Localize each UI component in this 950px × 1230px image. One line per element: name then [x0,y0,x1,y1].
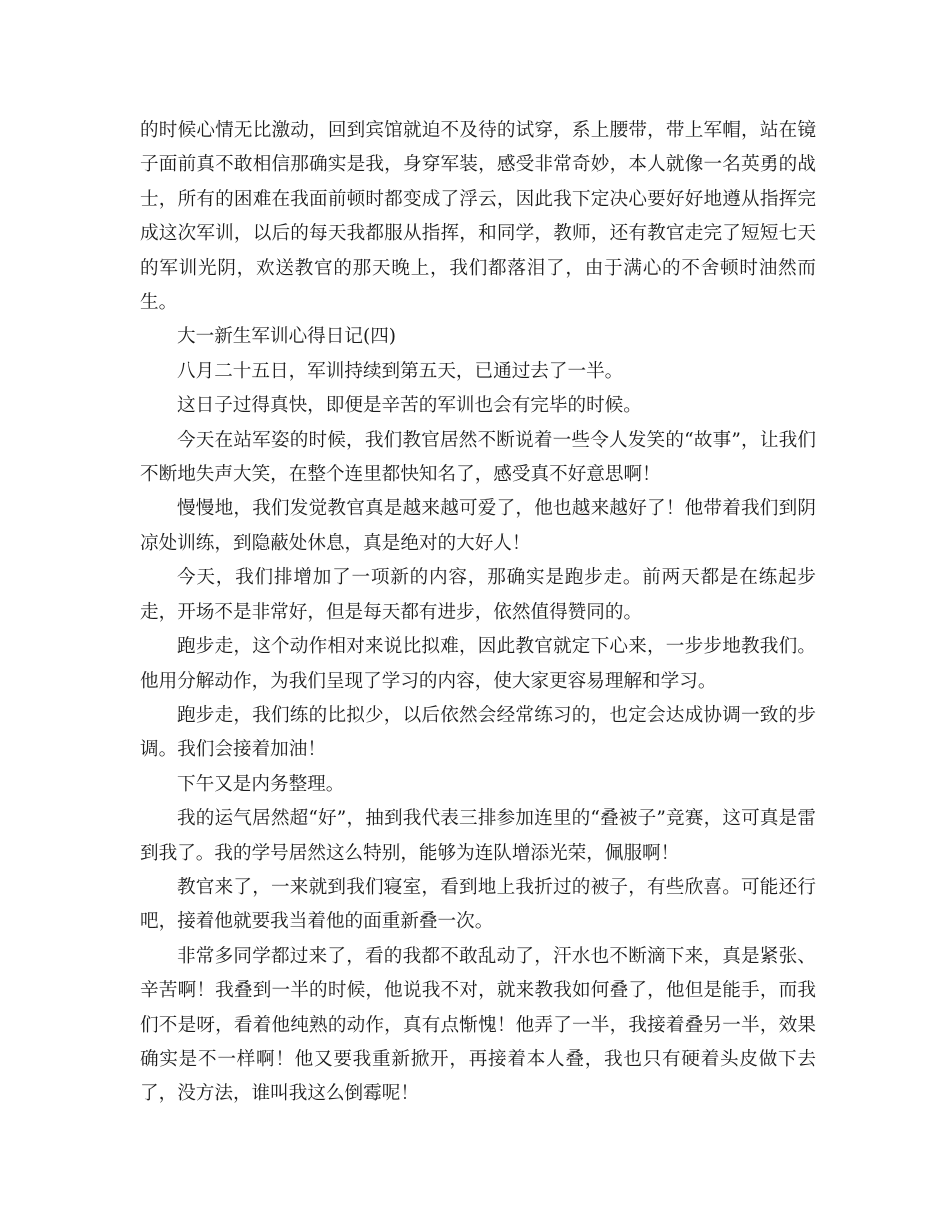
paragraph: 今天，我们排增加了一项新的内容，那确实是跑步走。前两天都是在练起步走，开场不是非常好，但是每天都有进步，依然值得赞同的。 [140,567,816,623]
paragraph-continuation: 的时候心情无比激动，回到宾馆就迫不及待的试穿，系上腰带，带上军帽，站在镜子面前真不敢相信那确实是我，身穿军装，感受非常奇妙，本人就像一名英勇的战士，所有的困难在我面前顿时都变成了浮云，因此我下定决心要好好地遵从指挥完成这次军训，以后的每天我都服从指挥，和同学，教师，还有教官走完了短短七天的军训光阴，欢送教官的那天晚上，我们都落泪了，由于满心的不舍顿时油然而生。 [140,120,816,314]
paragraph: 非常多同学都过来了，看的我都不敢乱动了，汗水也不断滴下来，真是紧张、辛苦啊！我叠到一半的时候，他说我不对，就来教我如何叠了，他但是能手，而我们不是呀，看着他纯熟的动作，真有点惭愧！他弄了一半，我接着叠另一半，效果确实是不一样啊！他又要我重新掀开，再接着本人叠，我也只有硬着头皮做下去了，没方法，谁叫我这么倒霉呢！ [140,945,816,1105]
paragraph: 跑步走，我们练的比拟少，以后依然会经常练习的，也定会达成协调一致的步调。我们会接着加油！ [140,704,816,761]
paragraph: 下午又是内务整理。 [177,773,345,795]
paragraph: 跑步走，这个动作相对来说比拟难，因此教官就定下心来，一步步地教我们。他用分解动作，为我们呈现了学习的内容，使大家更容易理解和学习。 [140,636,816,692]
section-heading: 大一新生军训心得日记(四) [177,326,397,348]
paragraph: 教官来了，一来就到我们寝室，看到地上我折过的被子，有些欣喜。可能还行吧，接着他就要我当着他的面重新叠一次。 [140,876,816,933]
paragraph: 我的运气居然超“好”，抽到我代表三排参加连里的“叠被子”竞赛，这可真是雷到我了。我的学号居然这么特别，能够为连队增添光荣，佩服啊！ [140,808,816,864]
paragraph: 慢慢地，我们发觉教官真是越来越可爱了，他也越来越好了！他带着我们到阴凉处训练，到隐蔽处休息，真是绝对的大好人！ [140,498,816,554]
paragraph: 八月二十五日，军训持续到第五天，已通过去了一半。 [177,360,624,382]
paragraph: 今天在站军姿的时候，我们教官居然不断说着一些令人发笑的“故事”，让我们不断地失声大笑，在整个连里都快知名了，感受真不好意思啊！ [140,429,816,486]
paragraph: 这日子过得真快，即便是辛苦的军训也会有完毕的时候。 [177,395,642,417]
document-body [140,114,816,1112]
